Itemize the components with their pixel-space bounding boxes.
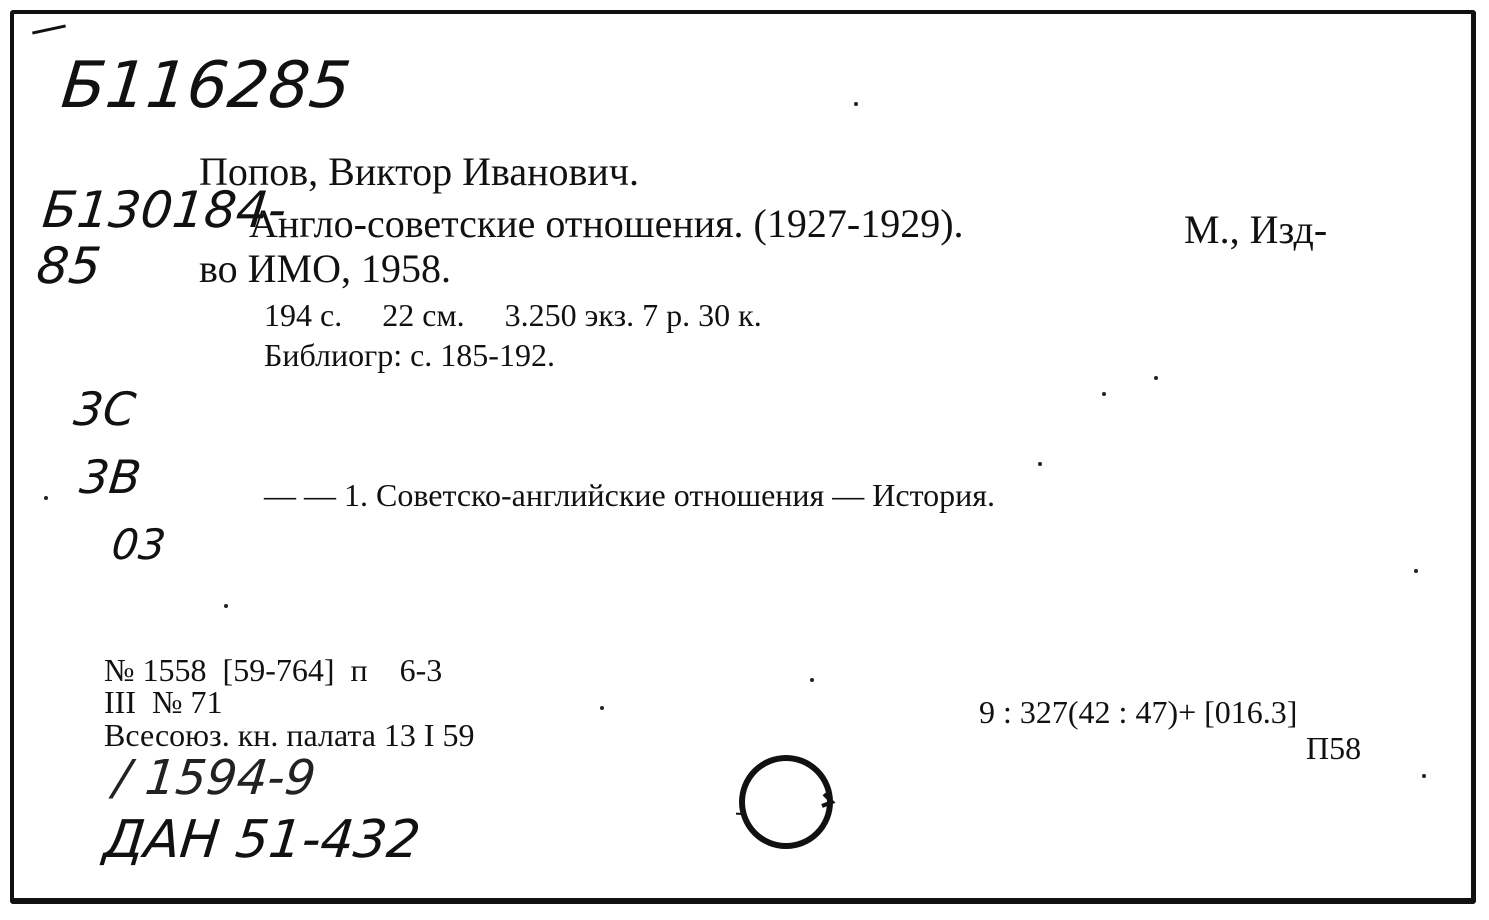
speck: [1102, 392, 1106, 396]
speck: [44, 496, 48, 500]
title-line-2: во ИМО, 1958.: [199, 246, 451, 291]
speck: [1154, 376, 1158, 380]
registration-line-1: № 1558 [59-764] п 6-3: [104, 652, 443, 688]
speck: [810, 678, 814, 682]
speck: [1422, 774, 1426, 778]
margin-note-2: 3В: [77, 450, 144, 504]
author-line: Попов, Виктор Иванович.: [199, 149, 639, 194]
shelfmark-secondary: Б130184-85: [34, 181, 290, 295]
handwritten-note-1: / 1594-9: [111, 750, 319, 806]
author-mark: П58: [1306, 730, 1362, 766]
title-line-1: Англо-советские отношения. (1927-1929).: [249, 201, 964, 246]
speck: [1414, 569, 1418, 573]
handwritten-note-2: ДАН 51-432: [100, 810, 424, 870]
subject-heading: — — 1. Советско-английские отношения — История.: [264, 477, 995, 513]
registration-line-3: Всесоюз. кн. палата 13 I 59: [104, 717, 475, 753]
speck: [1038, 462, 1042, 466]
bibliography-note: Библиогр: с. 185-192.: [264, 337, 555, 373]
physical-description: 194 с. 22 см. 3.250 экз. 7 р. 30 к.: [264, 297, 762, 333]
margin-note-1: 3С: [71, 382, 139, 436]
punch-hole-icon: [736, 752, 836, 852]
publisher-line-1: М., Изд-: [1184, 207, 1328, 252]
speck: [854, 102, 858, 106]
speck: [600, 706, 604, 710]
corner-mark: [32, 24, 66, 34]
registration-line-2: III № 71: [104, 684, 223, 720]
catalog-card: [10, 10, 1476, 904]
shelfmark-primary: Б116285: [58, 49, 355, 123]
classification-code: 9 : 327(42 : 47)+ [016.3]: [979, 694, 1298, 730]
speck: [224, 604, 228, 608]
margin-note-3: 03: [109, 520, 169, 569]
